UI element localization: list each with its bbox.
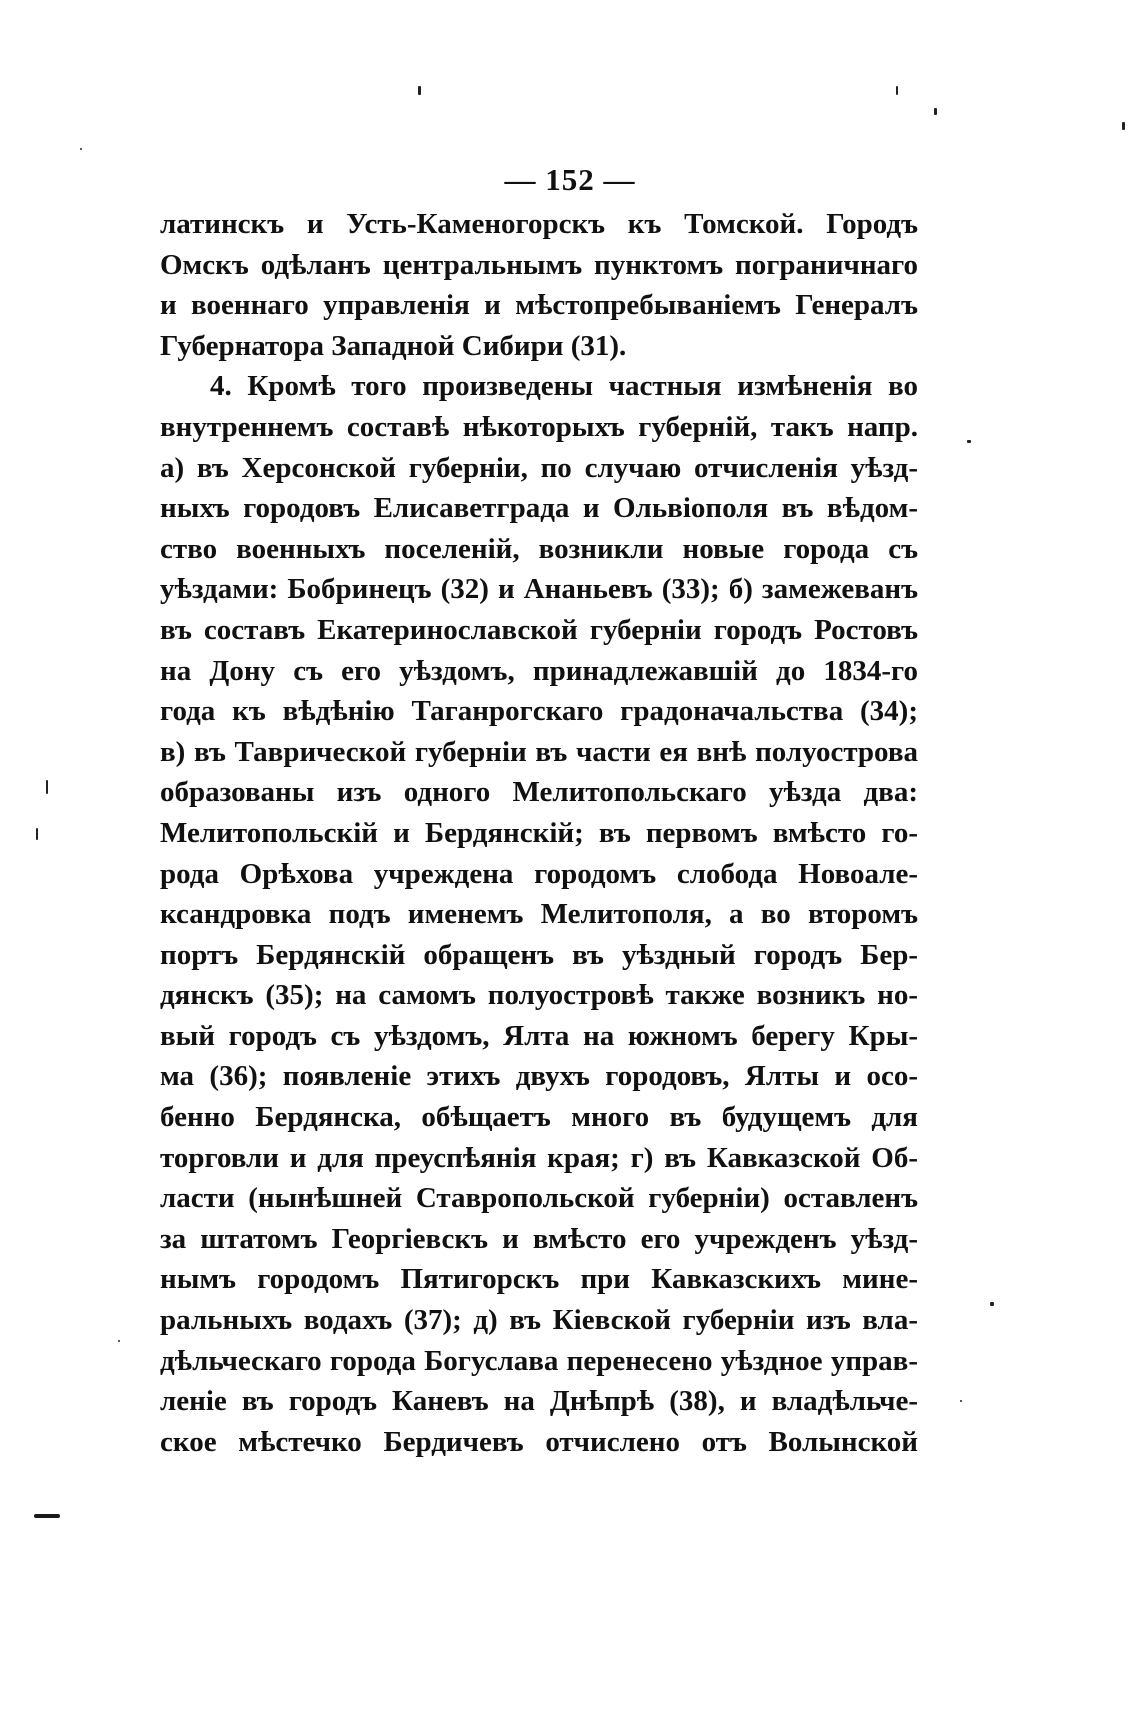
scan-speck [967,440,971,443]
scan-speck [118,1340,120,1342]
text-line: в) въ Таврической губерніи въ части ея внѣ полуострова [160,735,918,768]
scan-speck [990,1302,994,1306]
text-line: рода Орѣхова учреждена городомъ слобода Новоале- [160,857,918,890]
scan-speck [80,148,82,150]
text-line: ксандровка подъ именемъ Мелитополя, а во второмъ [160,898,918,931]
text-line: бенно Бердянска, обѣщаетъ много въ будущемъ для [160,1101,918,1134]
text-line: латинскъ и Усть-Каменогорскъ къ Томской. Городъ [160,208,918,240]
scan-speck [46,780,48,794]
text-line: ральныхъ водахъ (37); д) въ Кіевской губерніи изъ вла- [160,1304,918,1337]
text-line: а) въ Херсонской губерніи, по случаю отчисленія уѣзд- [160,451,918,484]
text-line: ласти (нынѣшней Ставропольской губерніи) оставленъ [160,1182,918,1215]
scan-mark [34,1514,60,1518]
scan-speck [896,86,898,95]
text-line: дянскъ (35); на самомъ полуостровѣ также возникъ но- [160,979,918,1012]
scan-speck [960,1400,962,1402]
text-line: на Дону съ его уѣздомъ, принадлежавшій до 1834-го [160,654,918,687]
text-line: уѣздами: Бобринецъ (32) и Ананьевъ (33); б) замежеванъ [160,573,918,606]
text-line: Губернатора Западной Сибири (31). [160,329,627,362]
text-line: вый городъ съ уѣздомъ, Ялта на южномъ берегу Кры- [160,1019,918,1052]
scan-speck [36,828,38,840]
text-line: ныхъ городовъ Елисаветграда и Ольвіополя въ вѣдом- [160,492,918,525]
paragraph-start-line: 4. Кромѣ того произведены частныя измѣненія во [210,370,918,403]
page-number: — 152 — [504,162,636,197]
text-line: года къ вѣдѣнію Таганрогскаго градоначальства (34); [160,695,918,728]
text-line: ство военныхъ поселеній, возникли новые города съ [160,532,918,565]
text-line: образованы изъ одного Мелитопольскаго уѣзда два: [160,776,918,809]
body-text [160,204,918,1462]
text-line: ское мѣстечко Бердичевъ отчислено отъ Волынской [160,1425,918,1458]
text-line: внутреннемъ составѣ нѣкоторыхъ губерній, такъ напр. [160,410,918,443]
text-line: нымъ городомъ Пятигорскъ при Кавказскихъ мине- [160,1263,918,1296]
text-line: за штатомъ Георгіевскъ и вмѣсто его учрежденъ уѣзд- [160,1222,918,1255]
text-line: портъ Бердянскій обращенъ въ уѣздный городъ Бер- [160,938,918,971]
scan-speck [934,108,937,115]
text-line: Мелитопольскій и Бердянскій; въ первомъ вмѣсто го- [160,816,918,849]
scan-speck [418,86,421,95]
text-line: леніе въ городъ Каневъ на Днѣпрѣ (38), и владѣльче- [160,1385,918,1418]
text-line: и военнаго управленія и мѣстопребываніемъ Генералъ [160,289,918,322]
text-line: въ составъ Екатеринославской губерніи городъ Ростовъ [160,613,918,646]
text-line: ма (36); появленіе этихъ двухъ городовъ, Ялты и осо- [160,1060,918,1093]
scan-speck [1122,122,1125,130]
text-line: Омскъ одѣланъ центральнымъ пунктомъ пограничнаго [160,248,918,281]
text-line: дѣльческаго города Богуслава перенесено уѣздное управ- [160,1344,918,1377]
text-line: торговли и для преуспѣянія края; г) въ Кавказской Об- [160,1141,918,1174]
